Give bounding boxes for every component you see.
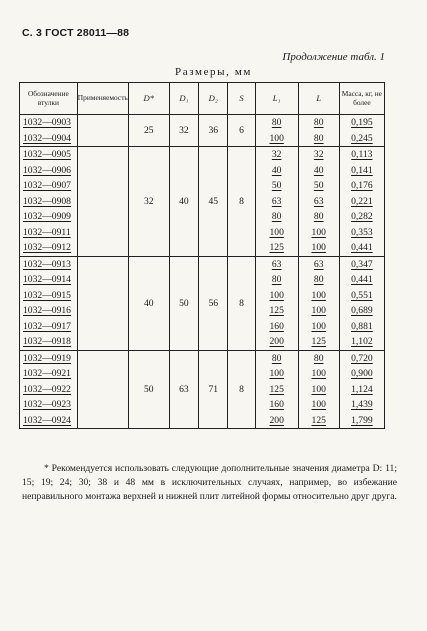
header-d2: D₂: [199, 83, 228, 115]
l1-cell: 100: [255, 288, 298, 304]
table-row: [20, 256, 385, 272]
designation-cell: 1032—0915: [20, 288, 78, 304]
mass-cell: 0,551: [339, 288, 384, 304]
mass-cell: 0,720: [339, 350, 384, 366]
application-cell: [77, 147, 128, 257]
l1-cell: 125: [255, 303, 298, 319]
l1-cell: 32: [255, 147, 298, 163]
designation-cell: 1032—0909: [20, 209, 78, 225]
mass-cell: 0,282: [339, 209, 384, 225]
mass-cell: 0,113: [339, 147, 384, 163]
mass-cell: 0,195: [339, 115, 384, 131]
d2-cell: 71: [199, 350, 228, 429]
page-header: С. 3 ГОСТ 28011—88: [22, 27, 130, 39]
header-designation: Обозначение втулки: [20, 83, 78, 115]
l1-cell: 63: [255, 194, 298, 210]
table-row: [20, 115, 385, 131]
mass-cell: 0,689: [339, 303, 384, 319]
l-cell: 100: [298, 366, 339, 382]
designation-cell: 1032—0917: [20, 319, 78, 335]
header-d1: D₁: [169, 83, 198, 115]
mass-cell: 0,221: [339, 194, 384, 210]
header-l: L: [298, 83, 339, 115]
l-cell: 100: [298, 319, 339, 335]
mass-cell: 0,245: [339, 131, 384, 147]
bushing-dimensions-table: [19, 82, 385, 429]
application-cell: [77, 350, 128, 429]
designation-cell: 1032—0904: [20, 131, 78, 147]
table-continuation-label: Продолжение табл. 1: [282, 51, 385, 63]
l-cell: 100: [298, 288, 339, 304]
d1-cell: 50: [169, 256, 198, 350]
footnote: * Рекомендуется использовать следующие дополнительные значения диаметра D: 11; 15; 19; 24; 30; 38 и 48 мм в исключительных случаях, например, во избежание неправильного монтажа верхней и нижней плит литейной формы относительно друг друга.: [22, 463, 397, 502]
header-s: S: [228, 83, 255, 115]
l-cell: 100: [298, 397, 339, 413]
l-cell: 100: [298, 382, 339, 398]
designation-cell: 1032—0922: [20, 382, 78, 398]
d1-cell: 63: [169, 350, 198, 429]
l1-cell: 80: [255, 272, 298, 288]
table-row: [20, 147, 385, 163]
mass-cell: 1,124: [339, 382, 384, 398]
designation-cell: 1032—0919: [20, 350, 78, 366]
mass-cell: 0,441: [339, 272, 384, 288]
designation-cell: 1032—0908: [20, 194, 78, 210]
mass-cell: 0,176: [339, 178, 384, 194]
l1-cell: 80: [255, 115, 298, 131]
l-cell: 80: [298, 272, 339, 288]
mass-cell: 0,141: [339, 163, 384, 179]
l1-cell: 200: [255, 334, 298, 350]
mass-cell: 0,900: [339, 366, 384, 382]
l-cell: 80: [298, 131, 339, 147]
l1-cell: 80: [255, 209, 298, 225]
l1-cell: 200: [255, 413, 298, 429]
s-cell: 8: [228, 256, 255, 350]
application-cell: [77, 256, 128, 350]
d2-cell: 36: [199, 115, 228, 147]
d-cell: 50: [128, 350, 169, 429]
l-cell: 125: [298, 413, 339, 429]
l1-cell: 125: [255, 382, 298, 398]
l-cell: 40: [298, 163, 339, 179]
designation-cell: 1032—0906: [20, 163, 78, 179]
mass-cell: 0,347: [339, 256, 384, 272]
s-cell: 8: [228, 350, 255, 429]
l-cell: 100: [298, 225, 339, 241]
table-header-row: [20, 83, 385, 115]
l-cell: 50: [298, 178, 339, 194]
l-cell: 63: [298, 194, 339, 210]
l-cell: 80: [298, 209, 339, 225]
designation-cell: 1032—0923: [20, 397, 78, 413]
l1-cell: 40: [255, 163, 298, 179]
designation-cell: 1032—0905: [20, 147, 78, 163]
d1-cell: 32: [169, 115, 198, 147]
application-cell: [77, 115, 128, 147]
header-d: D*: [128, 83, 169, 115]
l1-cell: 80: [255, 350, 298, 366]
l1-cell: 100: [255, 366, 298, 382]
l-cell: 100: [298, 303, 339, 319]
designation-cell: 1032—0912: [20, 240, 78, 256]
mass-cell: 1,439: [339, 397, 384, 413]
s-cell: 6: [228, 115, 255, 147]
l1-cell: 63: [255, 256, 298, 272]
header-l1: L₁: [255, 83, 298, 115]
l-cell: 32: [298, 147, 339, 163]
mass-cell: 0,441: [339, 240, 384, 256]
mass-cell: 1,799: [339, 413, 384, 429]
l-cell: 100: [298, 240, 339, 256]
designation-cell: 1032—0921: [20, 366, 78, 382]
designation-cell: 1032—0924: [20, 413, 78, 429]
header-application: Применяемость: [77, 83, 128, 115]
l1-cell: 100: [255, 131, 298, 147]
table-row: [20, 350, 385, 366]
d1-cell: 40: [169, 147, 198, 257]
mass-cell: 0,881: [339, 319, 384, 335]
l-cell: 80: [298, 350, 339, 366]
l1-cell: 50: [255, 178, 298, 194]
designation-cell: 1032—0914: [20, 272, 78, 288]
l-cell: 80: [298, 115, 339, 131]
mass-cell: 1,102: [339, 334, 384, 350]
designation-cell: 1032—0903: [20, 115, 78, 131]
dimensions-caption: Размеры, мм: [175, 66, 252, 78]
d2-cell: 45: [199, 147, 228, 257]
l1-cell: 160: [255, 397, 298, 413]
header-mass: Масса, кг, не более: [339, 83, 384, 115]
d-cell: 32: [128, 147, 169, 257]
d2-cell: 56: [199, 256, 228, 350]
s-cell: 8: [228, 147, 255, 257]
designation-cell: 1032—0913: [20, 256, 78, 272]
mass-cell: 0,353: [339, 225, 384, 241]
designation-cell: 1032—0916: [20, 303, 78, 319]
d-cell: 40: [128, 256, 169, 350]
l1-cell: 125: [255, 240, 298, 256]
designation-cell: 1032—0918: [20, 334, 78, 350]
l1-cell: 160: [255, 319, 298, 335]
table-body: [20, 115, 385, 429]
d-cell: 25: [128, 115, 169, 147]
designation-cell: 1032—0907: [20, 178, 78, 194]
designation-cell: 1032—0911: [20, 225, 78, 241]
l-cell: 125: [298, 334, 339, 350]
l1-cell: 100: [255, 225, 298, 241]
l-cell: 63: [298, 256, 339, 272]
